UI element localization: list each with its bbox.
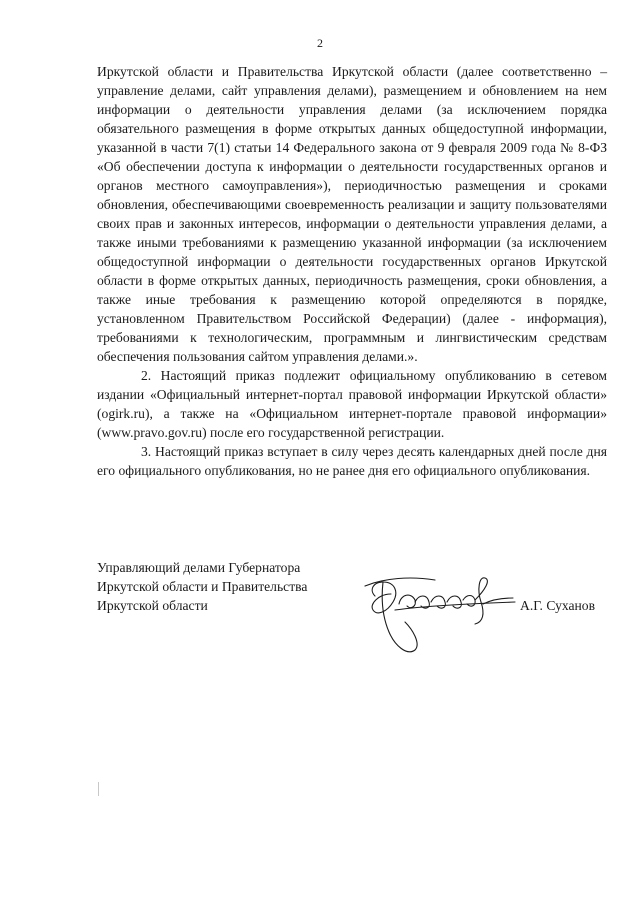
handwritten-signature	[355, 560, 535, 670]
signatory-title-line: Иркутской области	[97, 598, 208, 613]
signatory-title-line: Иркутской области и Правительства	[97, 579, 308, 594]
document-body	[97, 62, 607, 480]
paragraph-publication: 2. Настоящий приказ подлежит официальному опубликованию в сетевом издании «Официальный интернет-портал правовой информации Иркутской области» (ogirk.ru), а также на «Официальном интернет-портале правовой информации» (www.pravo.gov.ru) после его государственной регистрации.	[97, 368, 607, 440]
paragraph-continuation: Иркутской области и Правительства Иркутской области (далее соответственно – управление делами, сайт управления делами), размещением и обновлением на нем информации о деятельности управления делами (за исключением порядка обязательного размещения в форме открытых данных общедоступной информации, указанной в части 7(1) статьи 14 Федерального закона от 9 февраля 2009 года № 8-ФЗ «Об обеспечении доступа к информации о деятельности государственных органов и органов местного самоуправления»), периодичностью размещения и сроками обновления, обеспечивающими своевременность реализации и защиту пользователями своих прав и законных интересов, информации о деятельности управления делами, а также иными требованиями к размещению указанной информации (за исключением общедоступной информации о деятельности государственных органов Иркутской области в форме открытых данных, периодичность размещения, сроки обновления, а также иные требования к размещению которой определяются в порядке, установленном Правительством Российской Федерации) (далее - информация), требованиями к технологическим, программным и лингвистическим средствам обеспечения пользования сайтом управления делами.».	[97, 64, 607, 364]
signatory-title-line: Управляющий делами Губернатора	[97, 560, 301, 575]
page-number: 2	[317, 36, 323, 50]
signatory-title	[97, 558, 307, 615]
paragraph-effective-date: 3. Настоящий приказ вступает в силу через десять календарных дней после дня его официального опубликования, но не ранее дня его официального опубликования.	[97, 444, 607, 478]
signatory-name: А.Г. Суханов	[520, 598, 596, 613]
margin-mark	[98, 782, 99, 796]
